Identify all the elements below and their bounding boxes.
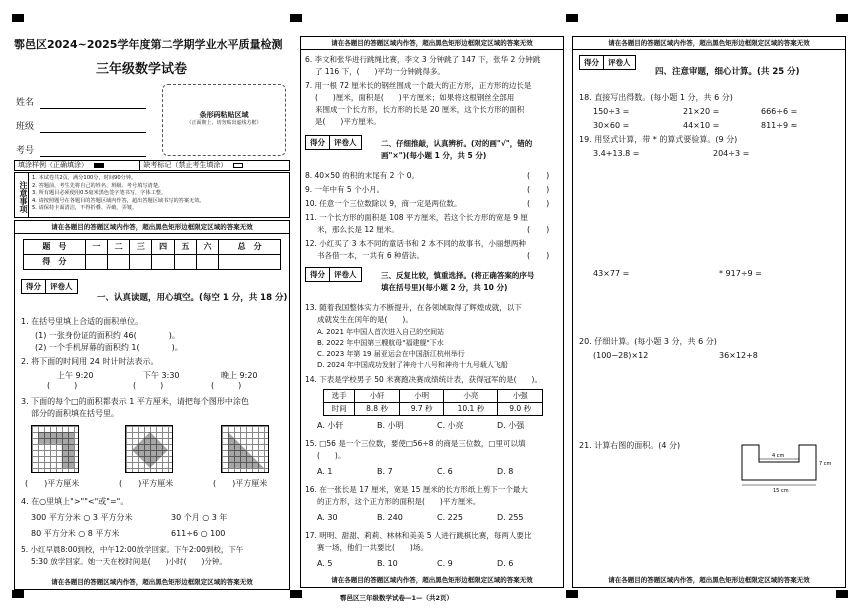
calc-item[interactable]: 666÷6 =	[761, 107, 798, 116]
judge-answer[interactable]: ( )	[527, 199, 550, 208]
table-header: 选手	[324, 390, 355, 403]
question-7d: 是( )平方厘米。	[315, 117, 381, 126]
choice-option[interactable]: A. 小轩	[317, 421, 344, 430]
choice-option[interactable]: D. 2024 年中国成功发射了神舟十八号和神舟十九号载人飞船	[317, 361, 508, 369]
question-2: 2. 将下面的时间用 24 时计时法表示。	[21, 357, 159, 366]
score-row-label: 得 分	[24, 255, 86, 270]
time-answer-blank[interactable]: ( )	[133, 381, 164, 390]
notes-item: 3. 所有题目必须使用0.5毫米黑色签字笔书写，字体工整。	[32, 190, 167, 197]
section4-header	[579, 55, 636, 70]
subject-title: 三年级数学试卷	[96, 62, 188, 77]
section4-title: 四、注意审题，细心计算。(共 25 分)	[655, 67, 800, 77]
barcode-area	[162, 84, 286, 156]
question-3b: 部分的面积填在括号里。	[31, 409, 119, 418]
column-notice: 请在各题目的答题区域内作答，超出黑色矩形边框限定区域的答案无效	[573, 37, 845, 50]
dimension-label: 15 cm	[773, 488, 789, 494]
vertical-calc-item[interactable]: 204÷3 =	[713, 149, 750, 158]
table-header: 小亮	[444, 390, 498, 403]
column-footer-notice: 请在各题目的答题区域内作答，超出黑色矩形边框限定区域的答案无效	[51, 577, 253, 586]
compare-item[interactable]: 300 平方分米 ○ 3 平方分米	[31, 513, 133, 522]
judge-answer[interactable]: ( )	[527, 225, 550, 234]
time-answer-blank[interactable]: ( )	[211, 381, 242, 390]
choice-option[interactable]: D. 6	[497, 559, 514, 568]
question-3: 3. 下面的每个□的面积都表示 1 平方厘米，请把每个图形中涂色	[21, 397, 249, 406]
registration-mark	[290, 590, 302, 598]
table-cell: 时间	[324, 403, 355, 416]
calc-item[interactable]: (100−28)×12	[593, 351, 649, 360]
registration-mark	[12, 590, 24, 598]
area-figure-2	[125, 425, 173, 473]
table-cell: 8.8 秒	[355, 403, 400, 416]
column-notice: 请在各题目的答题区域内作答，超出黑色矩形边框限定区域的答案无效	[301, 37, 563, 50]
class-line[interactable]	[40, 132, 146, 133]
choice-option[interactable]: B. 240	[377, 513, 403, 522]
table-cell: 9.0 秒	[498, 403, 543, 416]
fill-example-label: 填涂样例（正确填涂）	[18, 161, 88, 170]
barcode-title: 条形码粘贴区域	[199, 111, 249, 119]
question-17: 17. 明明、甜甜、莉莉、林林和美美 5 人进行跳棋比赛，每两人要比	[305, 531, 532, 540]
score-table-header: 四	[152, 240, 174, 255]
section2-header	[305, 135, 362, 150]
scorer-box	[21, 279, 78, 294]
scorer-reviewer-label: 评卷人	[608, 58, 631, 67]
table-header: 小强	[498, 390, 543, 403]
scorer-score-label: 得分	[306, 136, 330, 149]
question-14: 14. 下表是学校男子 50 米赛跑决赛成绩统计表，获得冠军的是( )。	[305, 375, 542, 384]
section3-title-b: 填在括号里)(每小题 2 分，共 10 分)	[381, 283, 508, 292]
compare-item[interactable]: 611÷6 ○ 100	[171, 529, 226, 538]
score-table-header: 三	[130, 240, 152, 255]
absent-mark-label: 缺考标记（禁止考生填涂）	[143, 161, 228, 170]
section1-title: 一、认真读题，用心填空。(每空 1 分，共 18 分)	[97, 293, 288, 303]
choice-option[interactable]: D. 8	[497, 467, 514, 476]
time-answer-blank[interactable]: ( )	[47, 381, 78, 390]
score-cell[interactable]	[85, 255, 107, 270]
question-7b: ( )厘米，面积是( )平方厘米；如果将这根钢丝全部用	[315, 93, 515, 102]
table-cell: 10.1 秒	[444, 403, 498, 416]
calc-item[interactable]: 150÷3 =	[593, 107, 630, 116]
scorer-score-label: 得分	[22, 280, 46, 293]
registration-mark	[566, 590, 578, 598]
question-15: 15. □56 是一个三位数，要使□56÷8 的商是三位数，□里可以填	[305, 439, 526, 448]
scorer-box	[305, 267, 362, 282]
section2-title-b: 画"×")(每小题 1 分，共 5 分)	[381, 151, 487, 160]
scorer-reviewer-label: 评卷人	[50, 282, 73, 291]
scorer-reviewer-label: 评卷人	[334, 138, 357, 147]
name-label: 姓名	[16, 98, 35, 108]
answer-area-right	[572, 36, 846, 588]
barcode-subtitle: （正面朝上，切勿贴出虚线方框）	[186, 119, 262, 126]
calc-item[interactable]: 44×10 =	[683, 121, 720, 130]
area-answer-blank[interactable]: ( )平方厘米	[119, 479, 174, 488]
score-table-header: 总 分	[219, 240, 281, 255]
question-15b: ( )。	[317, 451, 346, 460]
vertical-calc-item[interactable]: 3.4+13.8 =	[593, 149, 640, 158]
score-table-header: 题 号	[24, 240, 86, 255]
judge-item: 11. 一个长方形的面积是 108 平方厘米，若这个长方形的宽是 9 厘	[305, 213, 528, 222]
judge-item-cont: 米，那么长是 12 厘米。	[317, 225, 399, 234]
table-header: 小明	[399, 390, 444, 403]
name-line[interactable]	[40, 108, 146, 109]
judge-item-cont: 书各借一本，一共有 6 种借法。	[317, 251, 425, 260]
notes-label: 注意事项	[15, 173, 29, 217]
question-1a: (1) 一张身份证的面积约 46( )。	[35, 331, 180, 340]
notes-item: 1. 本试卷共2页，满分100分，时间90分钟。	[32, 175, 137, 181]
score-cell[interactable]	[219, 255, 281, 270]
judge-answer[interactable]: ( )	[527, 185, 550, 194]
score-cell[interactable]	[174, 255, 196, 270]
question-13b: 成就发生在闰年的是( )。	[317, 315, 413, 324]
calc-item[interactable]: 811÷9 ≈	[761, 121, 798, 130]
choice-option[interactable]: A. 1	[317, 467, 333, 476]
score-cell[interactable]	[152, 255, 174, 270]
score-table-header: 六	[196, 240, 218, 255]
fill-example-row	[14, 160, 290, 171]
choice-option[interactable]: A. 5	[317, 559, 333, 568]
score-cell[interactable]	[196, 255, 218, 270]
answer-area-middle	[300, 36, 564, 588]
table-header: 小轩	[355, 390, 400, 403]
column-footer-notice: 请在各题目的答题区域内作答，超出黑色矩形边框限定区域的答案无效	[608, 575, 810, 584]
choice-option[interactable]: C. 6	[437, 467, 453, 476]
question-1: 1. 在括号里填上合适的面积单位。	[21, 317, 144, 326]
choice-option[interactable]: B. 10	[377, 559, 398, 568]
table-cell: 9.7 秒	[399, 403, 444, 416]
vertical-calc-item[interactable]: * 917÷9 =	[719, 269, 762, 278]
class-label: 班级	[16, 122, 35, 132]
notes-item: 5. 请保持卡面清洁，不得折叠、弄破、弄皱。	[32, 205, 138, 212]
score-cell[interactable]	[108, 255, 130, 270]
score-table	[23, 239, 281, 270]
choice-option[interactable]: C. 225	[437, 513, 463, 522]
page-footer: 鄠邑区三年级数学试卷—1—（共2页）	[340, 594, 454, 602]
exam-no-label: 考号	[16, 146, 35, 156]
filled-box-sample	[94, 163, 104, 168]
time-item: 上午 9:20	[57, 371, 94, 380]
notes-item: 4. 请按照题号在各题目的答题区域内作答，超出答题区域书写的答案无效。	[32, 197, 205, 204]
choice-option[interactable]: C. 2023 年第 19 届亚运会在中国浙江杭州举行	[317, 350, 465, 358]
question-6b: 了 116 下，( )平均一分钟跳得多。	[315, 67, 445, 76]
question-7: 7. 用一根 72 厘米长的钢丝围成一个最大的正方形，正方形的边长是	[305, 81, 532, 90]
scorer-reviewer-label: 评卷人	[334, 270, 357, 279]
scorer-box	[579, 55, 636, 70]
question-13: 13. 随着我国整体实力不断提升，在各领域取得了辉煌成就，以下	[305, 303, 522, 312]
registration-mark	[290, 14, 302, 22]
judge-item: 8. 40×50 的积的末尾有 2 个 0。	[305, 171, 419, 180]
choice-option[interactable]: B. 7	[377, 467, 393, 476]
column-footer-notice: 请在各题目的答题区域内作答，超出黑色矩形边框限定区域的答案无效	[331, 575, 533, 584]
question-16b: 的正方形，这个正方形的面积是( )平方厘米。	[317, 497, 481, 506]
calc-item[interactable]: 21×20 =	[683, 107, 720, 116]
choice-option[interactable]: D. 小强	[497, 421, 525, 430]
question-21: 21. 计算右图的面积。(4 分)	[579, 441, 681, 450]
scorer-box	[305, 135, 362, 150]
choice-option[interactable]: B. 小明	[377, 421, 404, 430]
question-5b: 5:30 放学回家。她一天在校时间是( )小时( )分钟。	[31, 557, 227, 566]
registration-mark	[836, 14, 848, 22]
area-figure-3	[221, 425, 269, 473]
question-19: 19. 用竖式计算，带 * 的算式要验算。(9 分)	[579, 135, 738, 144]
section3-title: 三、反复比较，慎重选择。(将正确答案的序号	[381, 271, 535, 280]
answer-area-left	[14, 220, 290, 590]
registration-mark	[566, 14, 578, 22]
area-figure	[737, 435, 832, 495]
judge-item: 10. 任意一个三位数除以 9，商一定是两位数。	[305, 199, 462, 208]
compare-item[interactable]: 30 个月 ○ 3 年	[171, 513, 228, 522]
scorer-score-label: 得分	[580, 56, 604, 69]
judge-answer[interactable]: ( )	[527, 251, 550, 260]
race-results-table	[323, 389, 543, 416]
choice-option[interactable]: A. 2021 年中国人首次进入自己的空间站	[317, 328, 445, 336]
question-20: 20. 仔细计算。(每小题 3 分，共 6 分)	[579, 337, 717, 346]
question-6: 6. 李文和张华进行跳绳比赛，李文 3 分钟跳了 147 下，张华 2 分钟跳	[305, 55, 541, 64]
section1-header	[21, 279, 78, 294]
time-item: 下午 3:30	[143, 371, 180, 380]
area-answer-blank[interactable]: ( )平方厘米	[25, 479, 80, 488]
choice-option[interactable]: C. 小亮	[437, 421, 464, 430]
exam-no-line[interactable]	[40, 156, 146, 157]
exam-title: 鄠邑区2024~2025学年度第二学期学业水平质量检测	[14, 38, 283, 51]
section2-title: 二、仔细推敲，认真辨析。(对的画"√"，错的	[381, 139, 533, 148]
score-cell[interactable]	[130, 255, 152, 270]
column-notice: 请在各题目的答题区域内作答，超出黑色矩形边框限定区域的答案无效	[15, 221, 289, 234]
judge-answer[interactable]: ( )	[527, 171, 550, 180]
question-7c: 来围成一个长方形，长方形的长是 20 厘米，这个长方形的面积	[315, 105, 525, 114]
calc-item[interactable]: 30×60 =	[593, 121, 630, 130]
score-table-header: 一	[85, 240, 107, 255]
question-17b: 赛一场，他们一共要比( )场。	[317, 543, 428, 552]
time-item: 晚上 9:20	[221, 371, 258, 380]
dimension-label: 7 cm	[819, 461, 832, 467]
notes-item: 2. 答题前，考生先将自己的姓名、班级、考号填写清楚。	[32, 182, 164, 189]
score-table-header: 二	[108, 240, 130, 255]
question-5: 5. 小红早晨8:00到校，中午12:00放学回家。下午2:00到校，下午	[21, 545, 244, 554]
calc-item[interactable]: 36×12+8	[719, 351, 758, 360]
section3-header	[305, 267, 362, 282]
question-18: 18. 直接写出得数。(每小题 1 分，共 6 分)	[579, 93, 733, 102]
notes-box	[14, 172, 290, 218]
dimension-label: 4 cm	[772, 453, 785, 459]
choice-option[interactable]: D. 255	[497, 513, 524, 522]
registration-mark	[12, 14, 24, 22]
question-1b: (2) 一个手机屏幕的面积约 1( )。	[35, 343, 183, 352]
scorer-score-label: 得分	[306, 268, 330, 281]
area-figure-1	[31, 425, 79, 473]
area-answer-blank[interactable]: ( )平方厘米	[213, 479, 268, 488]
compare-item[interactable]: 80 平方分米 ○ 8 平方米	[31, 529, 120, 538]
absent-mark-box[interactable]	[233, 163, 243, 168]
registration-mark	[836, 590, 848, 598]
choice-option[interactable]: C. 9	[437, 559, 453, 568]
vertical-calc-item[interactable]: 43×77 =	[593, 269, 630, 278]
choice-option[interactable]: A. 30	[317, 513, 338, 522]
question-16: 16. 在一张长是 17 厘米，宽是 15 厘米的长方形纸上剪下一个最大	[305, 485, 528, 494]
score-table-header: 五	[174, 240, 196, 255]
judge-item: 9. 一年中有 5 个小月。	[305, 185, 385, 194]
question-4: 4. 在○里填上">""<"或"="。	[21, 497, 129, 506]
judge-item: 12. 小红买了 3 本不同的童话书和 2 本不同的故事书，小丽想两种	[305, 239, 526, 248]
choice-option[interactable]: B. 2022 年中国第三艘航母"福建舰"下水	[317, 339, 444, 347]
